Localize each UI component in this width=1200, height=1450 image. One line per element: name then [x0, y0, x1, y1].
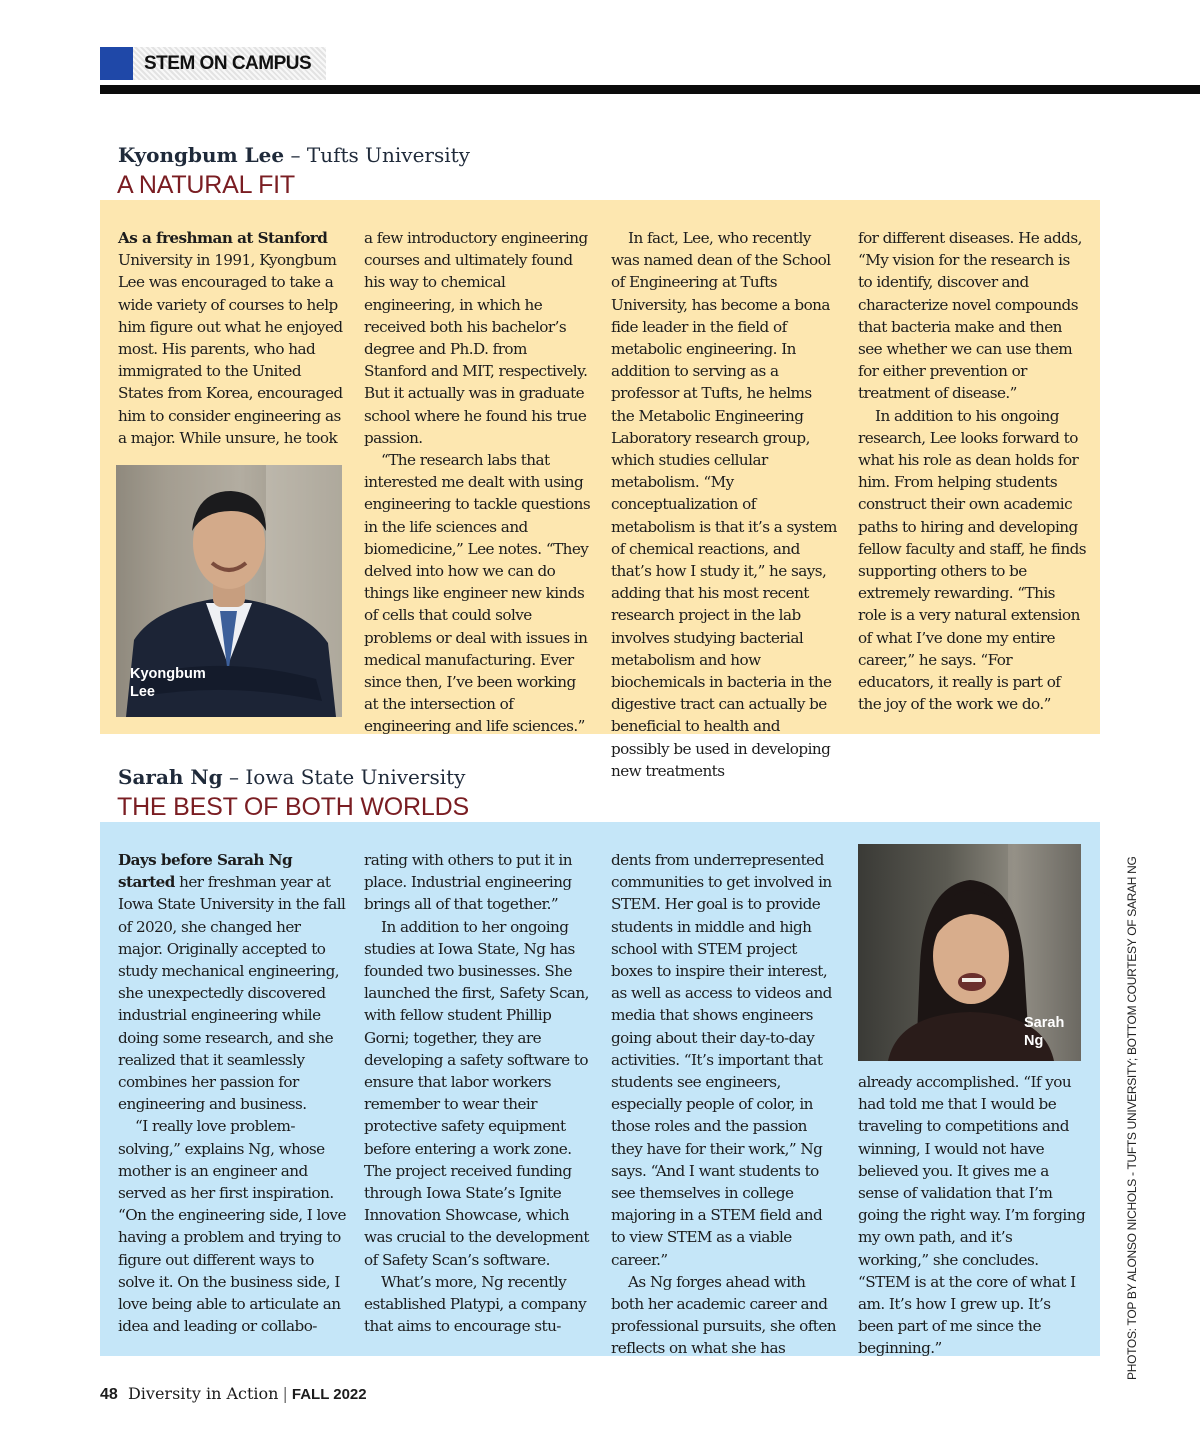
paragraph: her freshman year at Iowa State University in the fall of 2020, she changed her major. Originally accepted to study mechanical engineering, she unexpectedly discovered industrial engineering while doing some research, and she realized that it seamlessly combines her passion for engineering and business.: [118, 873, 346, 1114]
photo-credit: PHOTOS: TOP BY ALONSO NICHOLS - TUFTS UNIVERSITY; BOTTOM COURTESY OF SARAH NG: [1125, 856, 1139, 1380]
paragraph: “I really love problem-solving,” explains Ng, whose mother is an engineer and served as her first inspiration. “On the engineering side, I love having a problem and trying to figure out different ways to solve it. On the business side, I love being able to articulate an idea and leading or collabo-: [118, 1117, 346, 1336]
portrait-photo-lee: [116, 465, 342, 717]
profile-university: Iowa State University: [245, 765, 466, 789]
article-column-3: [611, 849, 839, 1360]
paragraph: In fact, Lee, who recently was named dean of the School of Engineering at Tufts University, has become a bona fide leader in the field of metabolic engineering. In addition to serving as a professor at Tufts, he helms the Metabolic Engineering Laboratory research group, which studies cellular metabolism. “My conceptualization of metabolism is that it’s a system of chemical reactions, and that’s how I study it,” he says, adding that his most recent research project in the lab involves studying bacterial metabolism and how biochemicals in bacteria in the digestive tract can actually be beneficial to health and possibly be used in developing new treatments: [611, 229, 837, 780]
article-column-2: [364, 849, 592, 1337]
paragraph: dents from underrepresented communities to get involved in STEM. Her goal is to provide students in middle and high school with STEM project boxes to inspire their interest, as well as access to videos and media that shows engineers going about their day-to-day activities. “It’s important that students see engineers, especially people of color, in those roles and the passion they have for their work,” Ng says. “And I want students to see themselves in college majoring in a STEM field and to view STEM as a viable career.”: [611, 851, 832, 1269]
lead-in: As a freshman at Stanford: [118, 229, 328, 247]
profile-headline: A NATURAL FIT: [117, 171, 295, 199]
profile-name: Kyongbum Lee: [118, 143, 285, 167]
article-column-3: [611, 227, 839, 782]
article-column-4: [858, 1071, 1086, 1360]
name-separator: –: [222, 765, 246, 789]
paragraph: “The research labs that interested me dealt with using engineering to tackle questions in the life sciences and biomedicine,” Lee notes. “They delved into how we can do things like engineer new kinds of cells that could solve problems or deal with issues in medical manufacturing. Ever since then, I’ve been working at the intersection of engineering and life sciences.”: [364, 451, 591, 736]
profile-headline: THE BEST OF BOTH WORLDS: [117, 793, 469, 821]
paragraph: rating with others to put it in place. Industrial engineering brings all of that together.”: [364, 851, 572, 914]
paragraph: In addition to her ongoing studies at Iowa State, Ng has founded two businesses. She launched the first, Safety Scan, with fellow student Phillip Gorni; together, they are developing a safety software to ensure that labor workers remember to wear their protective safety equipment before entering a work zone. The project received funding through Iowa State’s Ignite Innovation Showcase, which was crucial to the development of Safety Scan’s software.: [364, 917, 589, 1269]
paragraph: already accomplished. “If you had told me that I would be traveling to competitions and winning, I would not have believed you. It gives me a sense of validation that I’m going the right way. I’m forging my own path, and it’s working,” she concludes. “STEM is at the core of what I am. It’s how I grew up. It’s been part of me since the beginning.”: [858, 1073, 1086, 1358]
profile-university: Tufts University: [306, 143, 470, 167]
section-color-block: [100, 47, 133, 80]
section-label: STEM ON CAMPUS: [133, 47, 326, 80]
paragraph: As Ng forges ahead with both her academic career and professional pursuits, she often reflects on what she has: [611, 1272, 837, 1358]
profile-name: Sarah Ng: [118, 765, 223, 789]
caption-line: Sarah: [1024, 1015, 1065, 1031]
caption-line: Kyongbum: [130, 666, 206, 682]
article-column-1: [118, 227, 346, 449]
portrait-photo-ng: [858, 844, 1081, 1061]
paragraph: In addition to his ongoing research, Lee looks forward to what his role as dean holds for him. From helping students construct their own academic paths to hiring and developing fellow faculty and staff, he finds supporting others to be extremely rewarding. “This role is a very natural extension of what I’ve done my entire career,” he says. “For educators, it really is part of the joy of the work we do.”: [858, 406, 1086, 714]
caption-line: Ng: [1024, 1033, 1044, 1049]
name-separator: –: [284, 143, 307, 167]
magazine-title: Diversity in Action: [127, 1384, 279, 1403]
article-column-1: [118, 849, 346, 1337]
photo-caption: [130, 665, 206, 701]
article-column-2: [364, 227, 592, 738]
footer-separator: |: [282, 1384, 288, 1403]
page-number: 48: [100, 1386, 118, 1403]
profile-name-line: [118, 143, 470, 167]
profile-panel-ng: [100, 822, 1100, 1356]
paragraph: What’s more, Ng recently established Platypi, a company that aims to encourage stu-: [364, 1272, 587, 1336]
caption-line: Lee: [130, 684, 155, 700]
profile-name-line: [118, 765, 465, 789]
paragraph: University in 1991, Kyongbum Lee was encouraged to take a wide variety of courses to help him figure out what he enjoyed most. His parents, who had immigrated to the United States from Korea, encouraged him to consider engineering as a major. While unsure, he took: [118, 251, 343, 447]
paragraph: a few introductory engineering courses and ultimately found his way to chemical engineering, in which he received both his bachelor’s degree and Ph.D. from Stanford and MIT, respectively. But it actually was in graduate school where he found his true passion.: [364, 229, 588, 447]
article-column-4: [858, 227, 1086, 715]
issue-label: FALL 2022: [291, 1386, 367, 1403]
lead-in: Days before Sarah Ng started: [118, 851, 293, 892]
header-rule: [100, 85, 1200, 94]
page-footer: [100, 1384, 367, 1404]
paragraph: for different diseases. He adds, “My vision for the research is to identify, discover and characterize novel compounds that bacteria make and then see whether we can use them for either prevention or treatment of disease.”: [858, 229, 1082, 403]
photo-caption: [1024, 1014, 1064, 1050]
